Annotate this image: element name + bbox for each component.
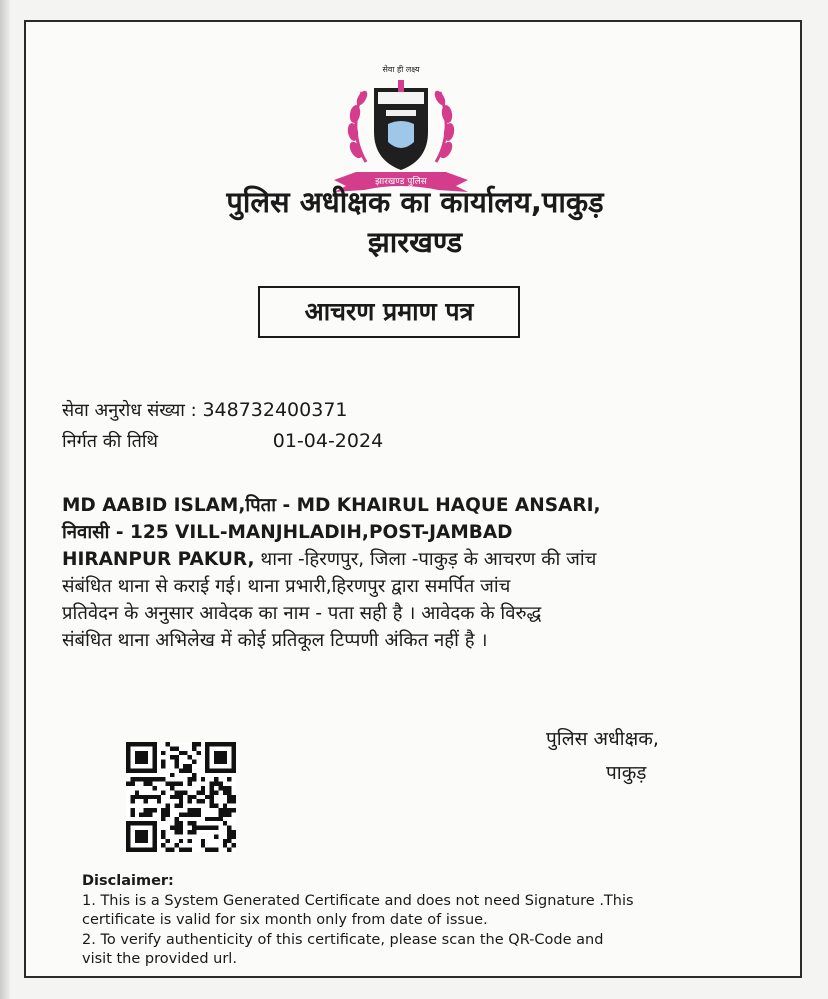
body-line-4: संबंधित थाना से कराई गई। थाना प्रभारी,हिरणपुर द्वारा समर्पित जांच: [62, 576, 511, 597]
jharkhand-police-emblem: [326, 62, 476, 196]
emblem-motto: सेवा ही लक्ष्य: [382, 65, 420, 74]
issue-date-label: निर्गत की तिथि: [62, 431, 159, 452]
body-line-3-bold: HIRANPUR PAKUR,: [62, 549, 255, 570]
disclaimer-line-2: certificate is valid for six month only from date of issue.: [82, 912, 488, 928]
signatory-designation: पुलिस अधीक्षक,: [546, 728, 659, 750]
request-number-row: [62, 397, 348, 424]
issue-date-row: [62, 428, 383, 455]
request-number-value: 348732400371: [202, 399, 348, 421]
state-title: झारखण्ड: [367, 225, 463, 259]
body-line-3: [62, 546, 782, 573]
body-line-2: निवासी - 125 VILL-MANJHLADIH,POST-JAMBAD: [62, 522, 513, 543]
disclaimer: [82, 872, 782, 970]
request-number-label: सेवा अनुरोध संख्या :: [62, 400, 197, 421]
body-line-3-rest: थाना -हिरणपुर, जिला -पाकुड़ के आचरण की जांच: [254, 549, 597, 570]
signature-block: [546, 722, 659, 790]
disclaimer-line-1: 1. This is a System Generated Certificate and does not need Signature .This: [82, 892, 634, 909]
office-title: पुलिस अधीक्षक का कार्यालय,पाकुड़: [226, 185, 604, 219]
disclaimer-line-4: visit the provided url.: [82, 951, 237, 967]
disclaimer-line-3: 2. To verify authenticity of this certificate, please scan the QR-Code and: [82, 931, 604, 948]
scan-edge: [0, 0, 10, 999]
certificate-body: [62, 492, 782, 654]
disclaimer-heading: Disclaimer:: [82, 873, 174, 889]
emblem-ribbon-text: झारखण्ड पुलिस: [375, 177, 427, 187]
body-line-5: प्रतिवेदन के अनुसार आवेदक का नाम - पता सही है । आवेदक के विरुद्ध: [62, 603, 542, 624]
certificate-title: आचरण प्रमाण पत्र: [258, 286, 520, 338]
body-line-6: संबंधित थाना अभिलेख में कोई प्रतिकूल टिप्पणी अंकित नहीं है ।: [62, 630, 488, 651]
signatory-place: पाकुड़: [606, 762, 647, 784]
qr-code[interactable]: [126, 742, 236, 852]
certificate-page: [24, 20, 802, 978]
issue-date-value: 01-04-2024: [272, 430, 384, 452]
body-line-1: MD AABID ISLAM,पिता - MD KHAIRUL HAQUE ANSARI,: [62, 495, 601, 516]
